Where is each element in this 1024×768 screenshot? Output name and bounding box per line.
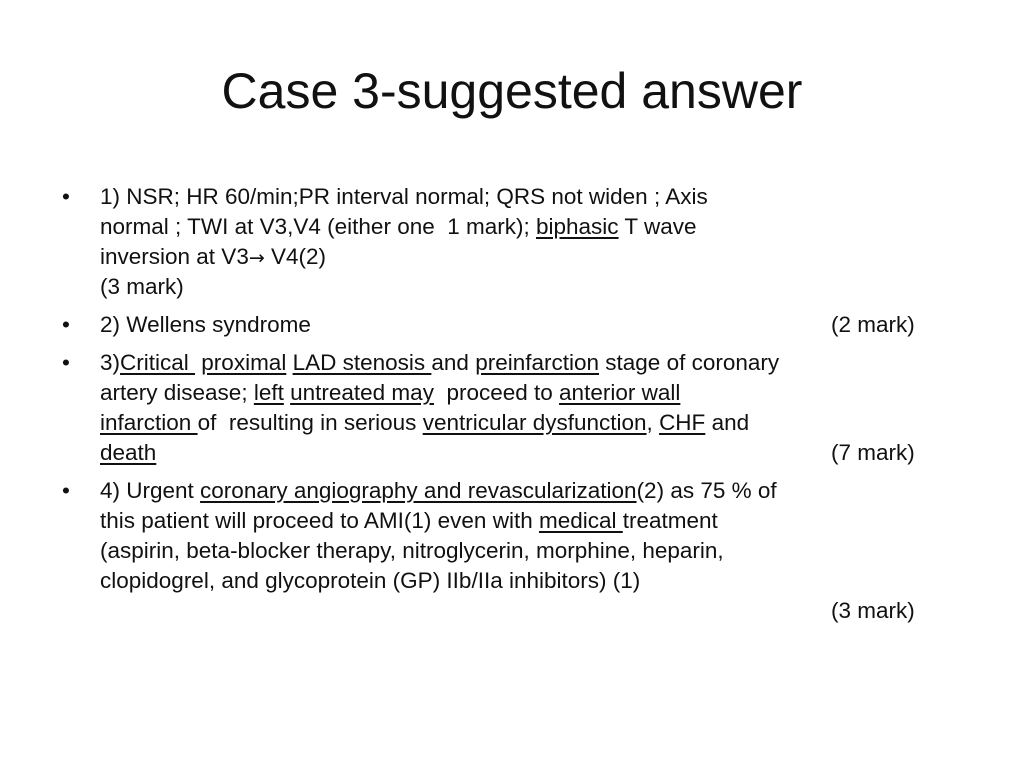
bullet-3-line-3	[100, 408, 972, 438]
bullet-3-line-4	[100, 438, 972, 468]
right-arrow-icon: →	[248, 247, 265, 269]
text-segment: artery disease;	[100, 380, 254, 405]
bullet-3-line-2	[100, 378, 972, 408]
underlined-term-preinfarction: preinfarction	[475, 350, 600, 375]
text-segment: 2) Wellens syndrome	[100, 312, 311, 337]
text-segment: ,	[646, 410, 660, 435]
underlined-term-chf: CHF	[659, 410, 706, 435]
bullet-item-3	[62, 348, 972, 468]
underlined-term-angiography: coronary angiography and revascularization	[200, 478, 637, 503]
bullet-dot: •	[62, 478, 70, 503]
mark-label: (3 mark)	[831, 598, 915, 623]
text-segment: proceed to	[433, 380, 560, 405]
underlined-term-biphasic: biphasic	[536, 214, 619, 239]
underlined-term-proximal: proximal	[201, 350, 287, 375]
text-segment: (2) as 75 % of	[636, 478, 777, 503]
text-segment: stage of coronary	[599, 350, 780, 375]
underlined-term-infarction: infarction	[100, 410, 198, 435]
text-segment: inversion at V3	[100, 244, 249, 269]
bullet-4-line-2	[100, 506, 972, 536]
bullet-4-line-4: clopidogrel, and glycoprotein (GP) IIb/IIa inhibitors) (1)	[100, 568, 641, 593]
underlined-term-ventricular-dysfunction: ventricular dysfunction	[422, 410, 647, 435]
slide-title: Case 3-suggested answer	[221, 63, 803, 119]
bullet-item-4	[62, 476, 972, 626]
mark-label: (2 mark)	[831, 312, 915, 337]
bullet-1-line-1: 1) NSR; HR 60/min;PR interval normal; QRS not widen ; Axis	[100, 184, 708, 209]
bullet-4-line-1	[100, 476, 972, 506]
bullet-4-line-5	[100, 596, 972, 626]
underlined-term-critical: Critical	[120, 350, 196, 375]
text-segment: T wave	[618, 214, 697, 239]
bullet-2-line-1	[100, 310, 972, 340]
underlined-term-left: left	[253, 380, 284, 405]
underlined-term-death: death	[100, 440, 157, 465]
text-segment: this patient will proceed to AMI(1) even with	[100, 508, 539, 533]
bullet-dot: •	[62, 184, 70, 209]
text-segment: normal ; TWI at V3,V4 (either one 1 mark);	[100, 214, 536, 239]
bullet-1-line-2	[100, 212, 972, 242]
bullet-dot: •	[62, 350, 70, 375]
bullet-dot: •	[62, 312, 70, 337]
underlined-term-anterior-wall: anterior wall	[559, 380, 681, 405]
bullet-4-line-3: (aspirin, beta-blocker therapy, nitroglycerin, morphine, heparin,	[100, 538, 724, 563]
text-segment: of resulting in serious	[197, 410, 423, 435]
slide-body	[62, 182, 972, 634]
bullet-1-line-4: (3 mark)	[100, 274, 184, 299]
underlined-term-medical: medical	[538, 508, 623, 533]
text-segment: treatment	[622, 508, 718, 533]
text-segment: 4) Urgent	[100, 478, 201, 503]
text-segment: 3)	[100, 350, 121, 375]
underlined-term-untreated-may: untreated may	[290, 380, 434, 405]
text-segment: and	[431, 350, 476, 375]
bullet-1-line-3	[100, 242, 972, 272]
text-segment: and	[705, 410, 750, 435]
underlined-term-lad-stenosis: LAD stenosis	[292, 350, 432, 375]
bullet-3-line-1	[100, 348, 972, 378]
mark-label: (7 mark)	[831, 440, 915, 465]
bullet-item-2	[62, 310, 972, 340]
bullet-item-1	[62, 182, 972, 302]
text-segment: V4(2)	[264, 244, 327, 269]
